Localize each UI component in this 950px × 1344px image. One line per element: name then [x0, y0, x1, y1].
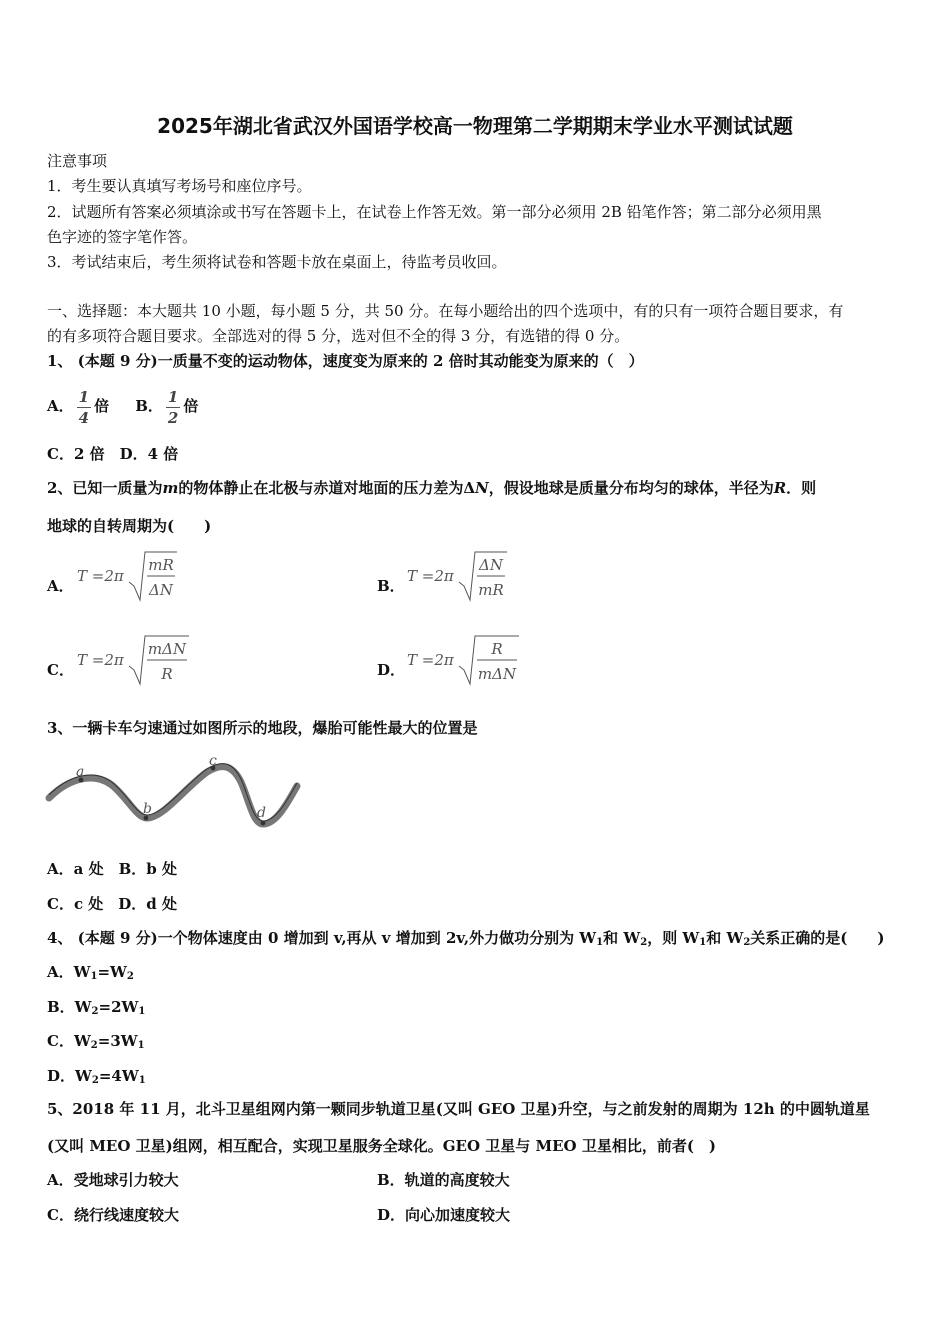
question-2-option-b: B． [377, 577, 405, 595]
question-4-stem: 4、 (本题 9 分)一个物体速度由 0 增加到 v,再从 v 增加到 2v,外力做功分别为 $W_1$和 $W_2$，则 $W_1$和 $W_2$关系正确的是( ) [47, 929, 885, 948]
notice-item: 色字迹的签字笔作答。 [47, 228, 198, 246]
question-1-options-ab [47, 384, 198, 428]
notice-item: 1．考生要认真填写考场号和座位序号。 [47, 177, 312, 195]
question-2-stem-line2: 地球的自转周期为( ) [47, 517, 212, 535]
formula-numerator: ΔN [479, 556, 503, 574]
option-b-label: B． [135, 397, 163, 415]
fraction-a: $\frac{1}{4}$ [78, 387, 90, 427]
formula-c [77, 632, 227, 694]
formula-d [407, 632, 557, 694]
formula-denominator: mR [478, 581, 504, 599]
formula-denominator: mΔN [477, 665, 517, 683]
formula-a-svg [77, 548, 217, 606]
option-a-label: A． [47, 397, 74, 415]
formula-lhs: T =2π [77, 567, 124, 585]
question-1-stem: 1、 (本题 9 分)一质量不变的运动物体，速度变为原来的 2 倍时其动能变为原来的（ ） [47, 352, 644, 370]
question-1-options-cd: C．2 倍 D．4 倍 [47, 445, 179, 463]
formula-lhs: T =2π [407, 651, 454, 669]
option-b-unit: 倍 [183, 397, 199, 415]
question-4-option-d: D．$W_2=4W_1$ [47, 1067, 146, 1086]
question-5-option-a: A．受地球引力较大 [47, 1171, 179, 1189]
label-a: a [76, 764, 85, 780]
fraction-b: $\frac{1}{2}$ [167, 387, 179, 427]
question-4-option-a: A．$W_1=W_2$ [47, 963, 134, 982]
option-a-unit: 倍 [94, 397, 110, 415]
formula-numerator: mR [148, 556, 174, 574]
section-instructions: 一、选择题：本大题共 10 小题，每小题 5 分，共 50 分。在每小题给出的四个选项中，有的只有一项符合题目要求，有 [47, 302, 844, 320]
question-3-stem: 3、一辆卡车匀速通过如图所示的地段，爆胎可能性最大的位置是 [47, 719, 478, 737]
page-title: 2025年湖北省武汉外国语学校高一物理第二学期期末学业水平测试试题 [157, 114, 793, 138]
question-5-option-b: B．轨道的高度较大 [377, 1171, 510, 1189]
formula-denominator: R [161, 665, 173, 683]
question-2-stem: 2、已知一质量为m的物体静止在北极与赤道对地面的压力差为ΔN，假设地球是质量分布均匀的球体，半径为R．则 [47, 479, 817, 497]
notice-heading: 注意事项 [47, 152, 108, 170]
question-4-option-c: C．$W_2=3W_1$ [47, 1032, 145, 1051]
label-d: d [257, 805, 266, 821]
question-2-option-a: A． [47, 577, 74, 595]
question-4-option-b: B．$W_2=2W_1$ [47, 998, 146, 1017]
question-5-option-c: C．绕行线速度较大 [47, 1206, 179, 1224]
formula-denominator: ΔN [149, 581, 173, 599]
question-5-stem-line2: (又叫 MEO 卫星)组网，相互配合，实现卫星服务全球化。GEO 卫星与 MEO 卫星相比，前者( ) [47, 1137, 717, 1155]
notice-item: 3．考试结束后，考生须将试卷和答题卡放在桌面上，待监考员收回。 [47, 253, 507, 271]
notice-item: 2．试题所有答案必须填涂或书写在答题卡上，在试卷上作答无效。第一部分必须用 2B 铅笔作答；第二部分必须用黑 [47, 203, 822, 221]
question-3-options-ab: A．a 处 B．b 处 [47, 860, 177, 878]
question-5-stem: 5、2018 年 11 月，北斗卫星组网内第一颗同步轨道卫星(又叫 GEO 卫星)升空，与之前发射的周期为 12h 的中圆轨道星 [47, 1100, 870, 1118]
question-2-option-c: C． [47, 661, 74, 679]
question-5-option-d: D．向心加速度较大 [377, 1206, 511, 1224]
section-instructions: 的有多项符合题目要求。全部选对的得 5 分，选对但不全的得 3 分，有选错的得 0 分。 [47, 327, 630, 345]
formula-numerator: mΔN [147, 640, 187, 658]
road-figure [45, 752, 305, 840]
question-2-option-d: D． [377, 661, 406, 679]
formula-b-svg [407, 548, 547, 606]
formula-a [77, 548, 217, 610]
formula-d-svg [407, 632, 557, 690]
formula-numerator: R [491, 640, 503, 658]
question-3-options-cd: C．c 处 D．d 处 [47, 895, 178, 913]
label-c: c [209, 753, 217, 769]
formula-lhs: T =2π [77, 651, 124, 669]
formula-c-svg [77, 632, 227, 690]
point-d [261, 821, 266, 826]
formula-lhs: T =2π [407, 567, 454, 585]
label-b: b [143, 801, 152, 817]
formula-b [407, 548, 547, 610]
road-figure-svg [45, 752, 305, 836]
